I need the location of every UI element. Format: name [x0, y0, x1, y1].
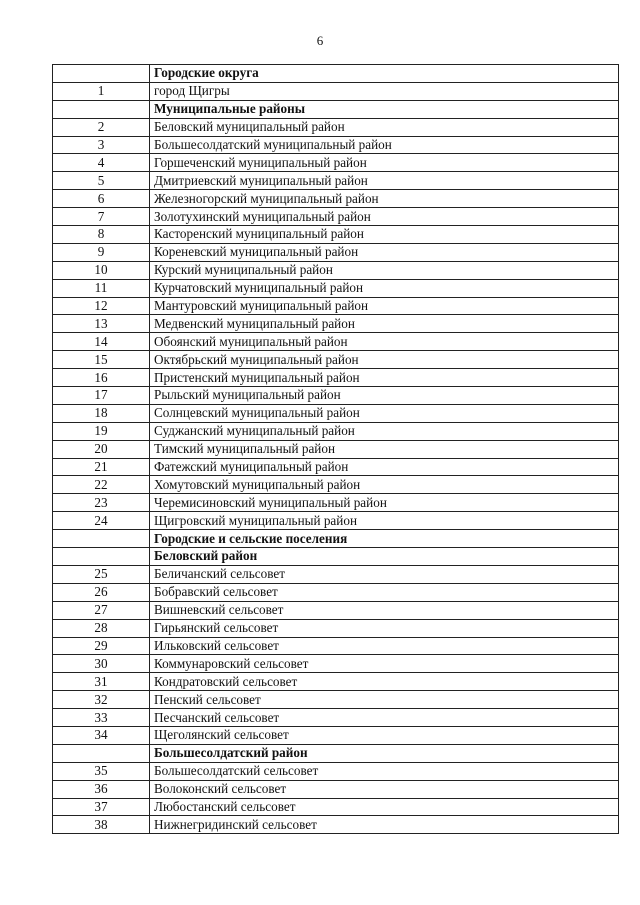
entity-name: Курский муниципальный район — [150, 261, 619, 279]
row-number: 21 — [53, 458, 150, 476]
row-number: 20 — [53, 440, 150, 458]
table-row — [53, 476, 619, 494]
entity-name: Черемисиновский муниципальный район — [150, 494, 619, 512]
table-row — [53, 369, 619, 387]
row-number: 36 — [53, 780, 150, 798]
table-row — [53, 601, 619, 619]
row-number: 18 — [53, 404, 150, 422]
table-row — [53, 261, 619, 279]
table-row — [53, 297, 619, 315]
row-number: 10 — [53, 261, 150, 279]
row-number: 38 — [53, 816, 150, 834]
section-header-row — [53, 530, 619, 548]
table-row — [53, 351, 619, 369]
section-title: Беловский район — [150, 548, 619, 566]
table-row — [53, 136, 619, 154]
row-number: 25 — [53, 565, 150, 583]
table-row — [53, 118, 619, 136]
row-number: 24 — [53, 512, 150, 530]
table-row — [53, 583, 619, 601]
entity-name: Ильковский сельсовет — [150, 637, 619, 655]
row-number: 23 — [53, 494, 150, 512]
table-row — [53, 422, 619, 440]
row-number: 27 — [53, 601, 150, 619]
entity-name: Волоконский сельсовет — [150, 780, 619, 798]
entity-name: Щигровский муниципальный район — [150, 512, 619, 530]
section-header-row — [53, 744, 619, 762]
entity-name: Щеголянский сельсовет — [150, 726, 619, 744]
table-row — [53, 226, 619, 244]
table-row — [53, 333, 619, 351]
row-number: 12 — [53, 297, 150, 315]
section-header-row — [53, 100, 619, 118]
table-row — [53, 243, 619, 261]
entity-name: Обоянский муниципальный район — [150, 333, 619, 351]
table-row — [53, 691, 619, 709]
entity-name: город Щигры — [150, 82, 619, 100]
table-row — [53, 172, 619, 190]
entity-name: Пенский сельсовет — [150, 691, 619, 709]
section-header-row — [53, 548, 619, 566]
row-number: 35 — [53, 762, 150, 780]
row-number: 3 — [53, 136, 150, 154]
row-number — [53, 65, 150, 83]
row-number: 16 — [53, 369, 150, 387]
entity-name: Горшеченский муниципальный район — [150, 154, 619, 172]
entity-name: Золотухинский муниципальный район — [150, 208, 619, 226]
entity-name: Суджанский муниципальный район — [150, 422, 619, 440]
row-number — [53, 744, 150, 762]
entity-name: Рыльский муниципальный район — [150, 387, 619, 405]
entity-name: Медвенский муниципальный район — [150, 315, 619, 333]
entity-name: Октябрьский муниципальный район — [150, 351, 619, 369]
table-row — [53, 279, 619, 297]
row-number: 17 — [53, 387, 150, 405]
entity-name: Большесолдатский муниципальный район — [150, 136, 619, 154]
entity-name: Касторенский муниципальный район — [150, 226, 619, 244]
table-row — [53, 82, 619, 100]
table-row — [53, 154, 619, 172]
table-row — [53, 637, 619, 655]
entity-name: Коммунаровский сельсовет — [150, 655, 619, 673]
entity-name: Мантуровский муниципальный район — [150, 297, 619, 315]
entity-name: Солнцевский муниципальный район — [150, 404, 619, 422]
table-row — [53, 404, 619, 422]
row-number: 37 — [53, 798, 150, 816]
row-number — [53, 548, 150, 566]
row-number: 2 — [53, 118, 150, 136]
row-number: 14 — [53, 333, 150, 351]
table-row — [53, 798, 619, 816]
table-row — [53, 208, 619, 226]
entity-name: Дмитриевский муниципальный район — [150, 172, 619, 190]
page-number: 6 — [316, 33, 324, 48]
row-number: 28 — [53, 619, 150, 637]
entity-name: Хомутовский муниципальный район — [150, 476, 619, 494]
table-row — [53, 816, 619, 834]
table-row — [53, 315, 619, 333]
section-title: Городские и сельские поселения — [150, 530, 619, 548]
section-title: Городские округа — [150, 65, 619, 83]
row-number: 33 — [53, 709, 150, 727]
table-row — [53, 458, 619, 476]
entity-name: Бобравский сельсовет — [150, 583, 619, 601]
section-title: Муниципальные районы — [150, 100, 619, 118]
entity-name: Вишневский сельсовет — [150, 601, 619, 619]
table-row — [53, 440, 619, 458]
row-number: 30 — [53, 655, 150, 673]
table-row — [53, 762, 619, 780]
entity-name: Курчатовский муниципальный район — [150, 279, 619, 297]
table-row — [53, 387, 619, 405]
row-number: 11 — [53, 279, 150, 297]
entity-name: Любостанский сельсовет — [150, 798, 619, 816]
entity-name: Фатежский муниципальный район — [150, 458, 619, 476]
entity-name: Кореневский муниципальный район — [150, 243, 619, 261]
row-number: 32 — [53, 691, 150, 709]
row-number — [53, 530, 150, 548]
row-number — [53, 100, 150, 118]
entity-name: Песчанский сельсовет — [150, 709, 619, 727]
row-number: 26 — [53, 583, 150, 601]
row-number: 6 — [53, 190, 150, 208]
entity-name: Гирьянский сельсовет — [150, 619, 619, 637]
table-row — [53, 565, 619, 583]
entity-name: Железногорский муниципальный район — [150, 190, 619, 208]
section-header-row — [53, 65, 619, 83]
table-row — [53, 780, 619, 798]
row-number: 4 — [53, 154, 150, 172]
row-number: 7 — [53, 208, 150, 226]
row-number: 15 — [53, 351, 150, 369]
row-number: 5 — [53, 172, 150, 190]
row-number: 8 — [53, 226, 150, 244]
table-row — [53, 190, 619, 208]
row-number: 34 — [53, 726, 150, 744]
entity-name: Беловский муниципальный район — [150, 118, 619, 136]
row-number: 13 — [53, 315, 150, 333]
entity-name: Кондратовский сельсовет — [150, 673, 619, 691]
table-row — [53, 655, 619, 673]
section-title: Большесолдатский район — [150, 744, 619, 762]
table-body — [53, 65, 619, 834]
entity-name: Тимский муниципальный район — [150, 440, 619, 458]
table-row — [53, 726, 619, 744]
entity-name: Пристенский муниципальный район — [150, 369, 619, 387]
table-row — [53, 494, 619, 512]
row-number: 22 — [53, 476, 150, 494]
table-row — [53, 619, 619, 637]
row-number: 31 — [53, 673, 150, 691]
row-number: 9 — [53, 243, 150, 261]
table-row — [53, 673, 619, 691]
row-number: 29 — [53, 637, 150, 655]
entity-name: Беличанский сельсовет — [150, 565, 619, 583]
row-number: 19 — [53, 422, 150, 440]
table-row — [53, 709, 619, 727]
row-number: 1 — [53, 82, 150, 100]
entity-name: Большесолдатский сельсовет — [150, 762, 619, 780]
entity-name: Нижнегридинский сельсовет — [150, 816, 619, 834]
table-row — [53, 512, 619, 530]
municipalities-table — [52, 64, 619, 834]
